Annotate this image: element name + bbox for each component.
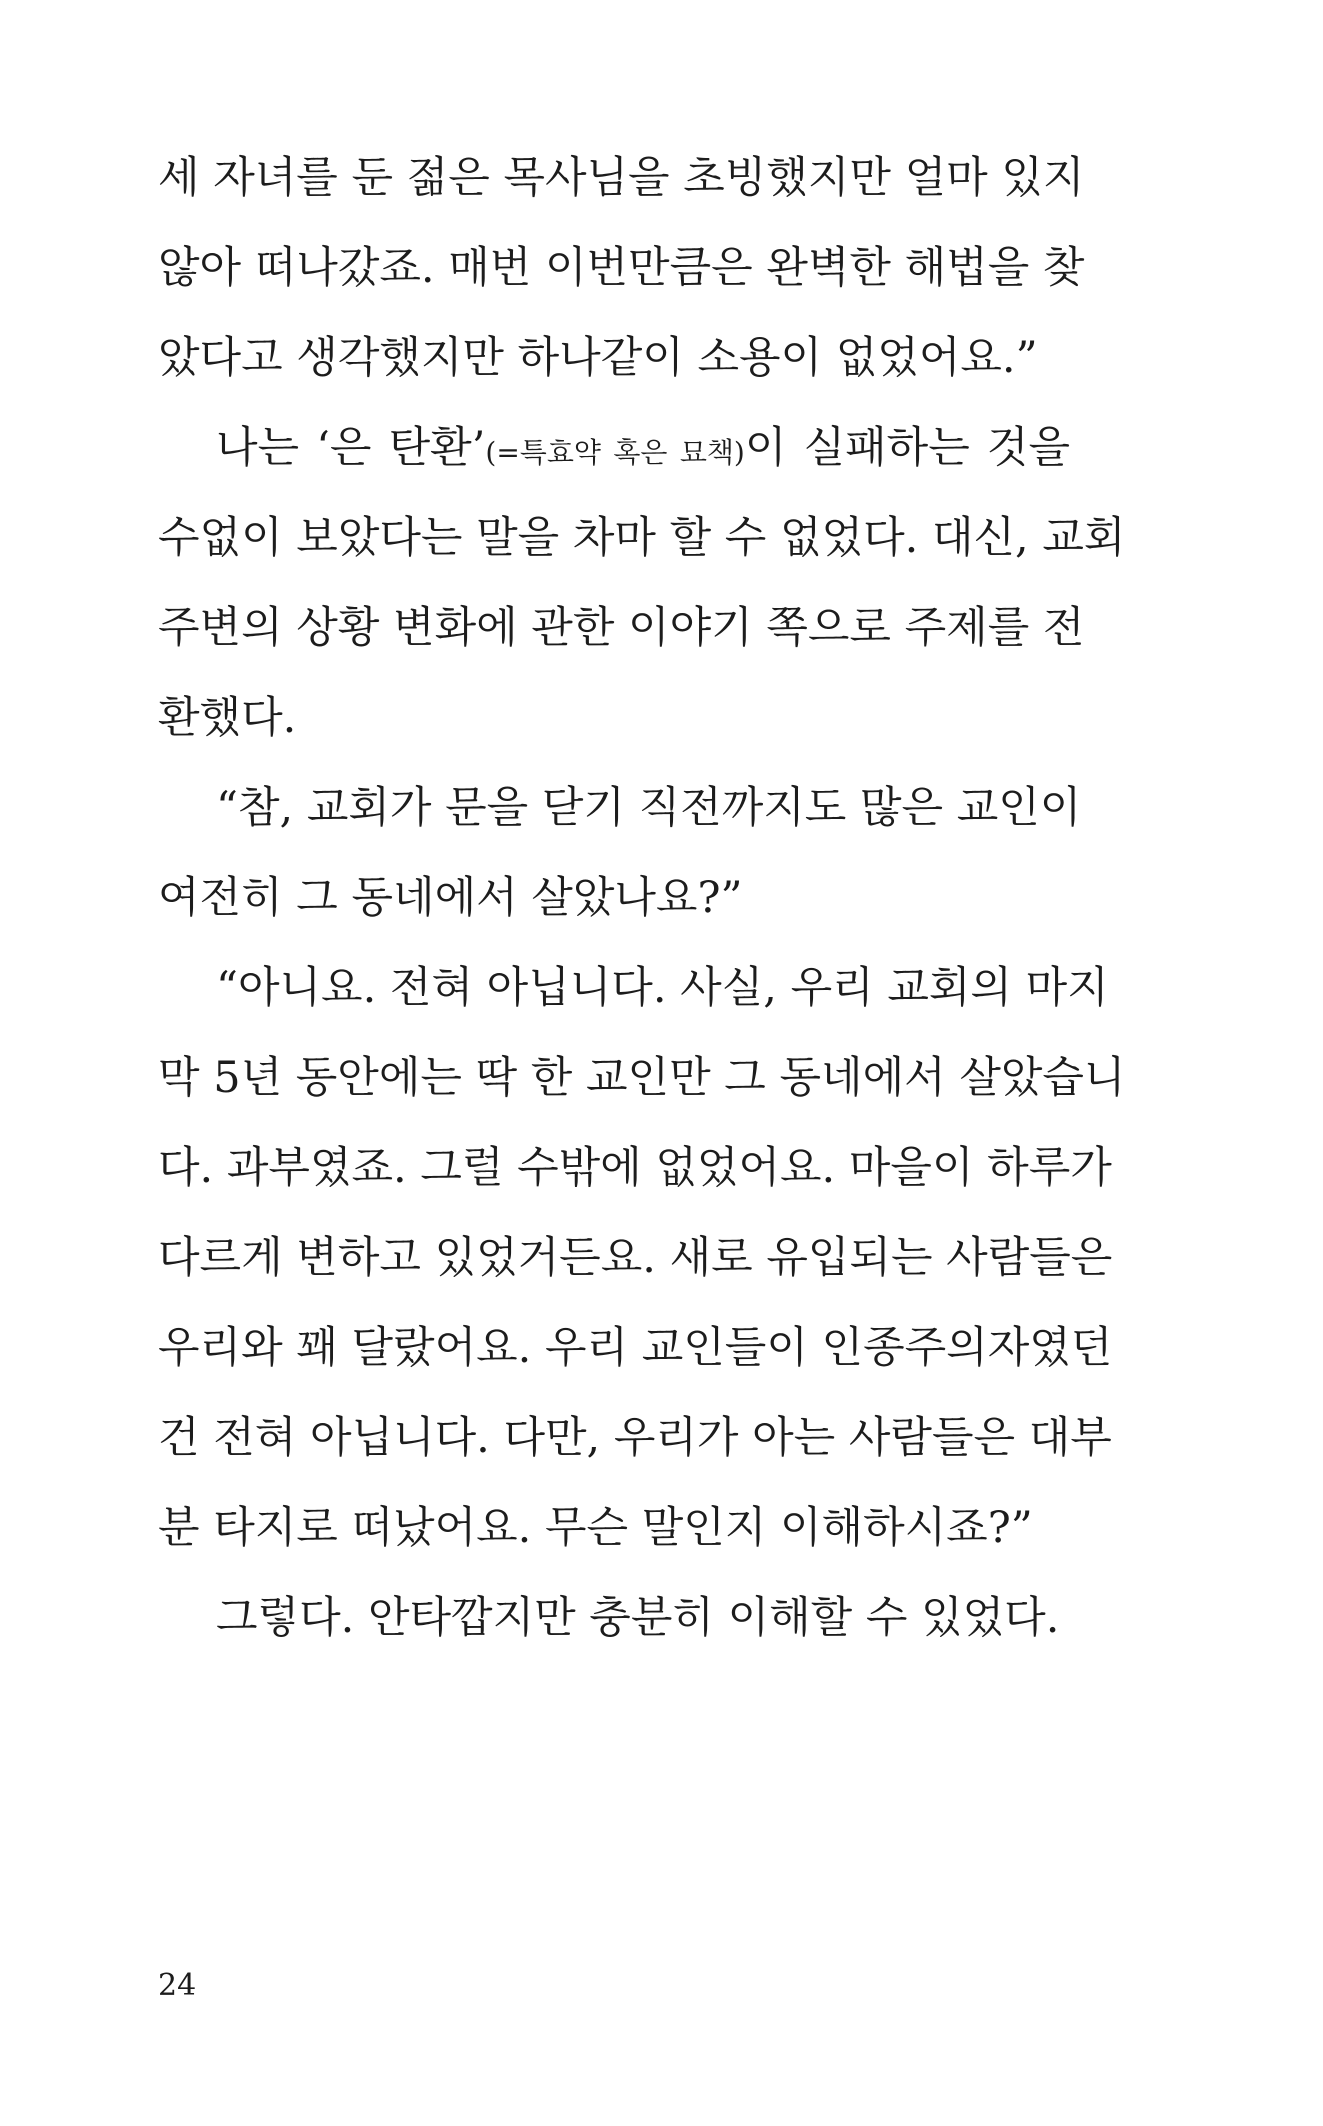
text-line: 여전히 그 동네에서 살았나요?” <box>158 873 743 923</box>
text-line: 건 전혀 아닙니다. 다만, 우리가 아는 사람들은 대부 <box>158 1413 1112 1463</box>
page-number: 24 <box>158 1968 197 2003</box>
text-line: 우리와 꽤 달랐어요. 우리 교인들이 인종주의자였던 <box>158 1323 1113 1373</box>
text-line: 분 타지로 떠났어요. 무슨 말인지 이해하시죠?” <box>158 1503 1033 1553</box>
text-line: 그렇다. 안타깝지만 충분히 이해할 수 있었다. <box>216 1593 1060 1643</box>
text-line: 다. 과부였죠. 그럴 수밖에 없었어요. 마을이 하루가 <box>158 1143 1112 1193</box>
text-line: 주변의 상황 변화에 관한 이야기 쪽으로 주제를 전 <box>158 603 1085 653</box>
footnote-text: (=특효약 혹은 묘책) <box>485 436 745 469</box>
text-line: 환했다. <box>158 693 297 743</box>
text-line: 다르게 변하고 있었거든요. 새로 유입되는 사람들은 <box>158 1233 1113 1283</box>
text-line <box>216 418 1070 478</box>
text-line: “아니요. 전혀 아닙니다. 사실, 우리 교회의 마지 <box>216 963 1109 1013</box>
text-line: “참, 교회가 문을 닫기 직전까지도 많은 교인이 <box>216 783 1082 833</box>
text-line: 않아 떠나갔죠. 매번 이번만큼은 완벽한 해법을 찾 <box>158 243 1085 293</box>
text-line: 았다고 생각했지만 하나같이 소용이 없었어요.” <box>158 333 1038 383</box>
text-fragment: 이 실패하는 것을 <box>744 423 1070 473</box>
text-line: 수없이 보았다는 말을 차마 할 수 없었다. 대신, 교회 <box>158 513 1126 563</box>
text-line: 막 5년 동안에는 딱 한 교인만 그 동네에서 살았습니 <box>158 1053 1126 1103</box>
text-line: 세 자녀를 둔 젊은 목사님을 초빙했지만 얼마 있지 <box>158 153 1085 203</box>
text-fragment: 나는 ‘은 탄환’ <box>216 423 486 473</box>
